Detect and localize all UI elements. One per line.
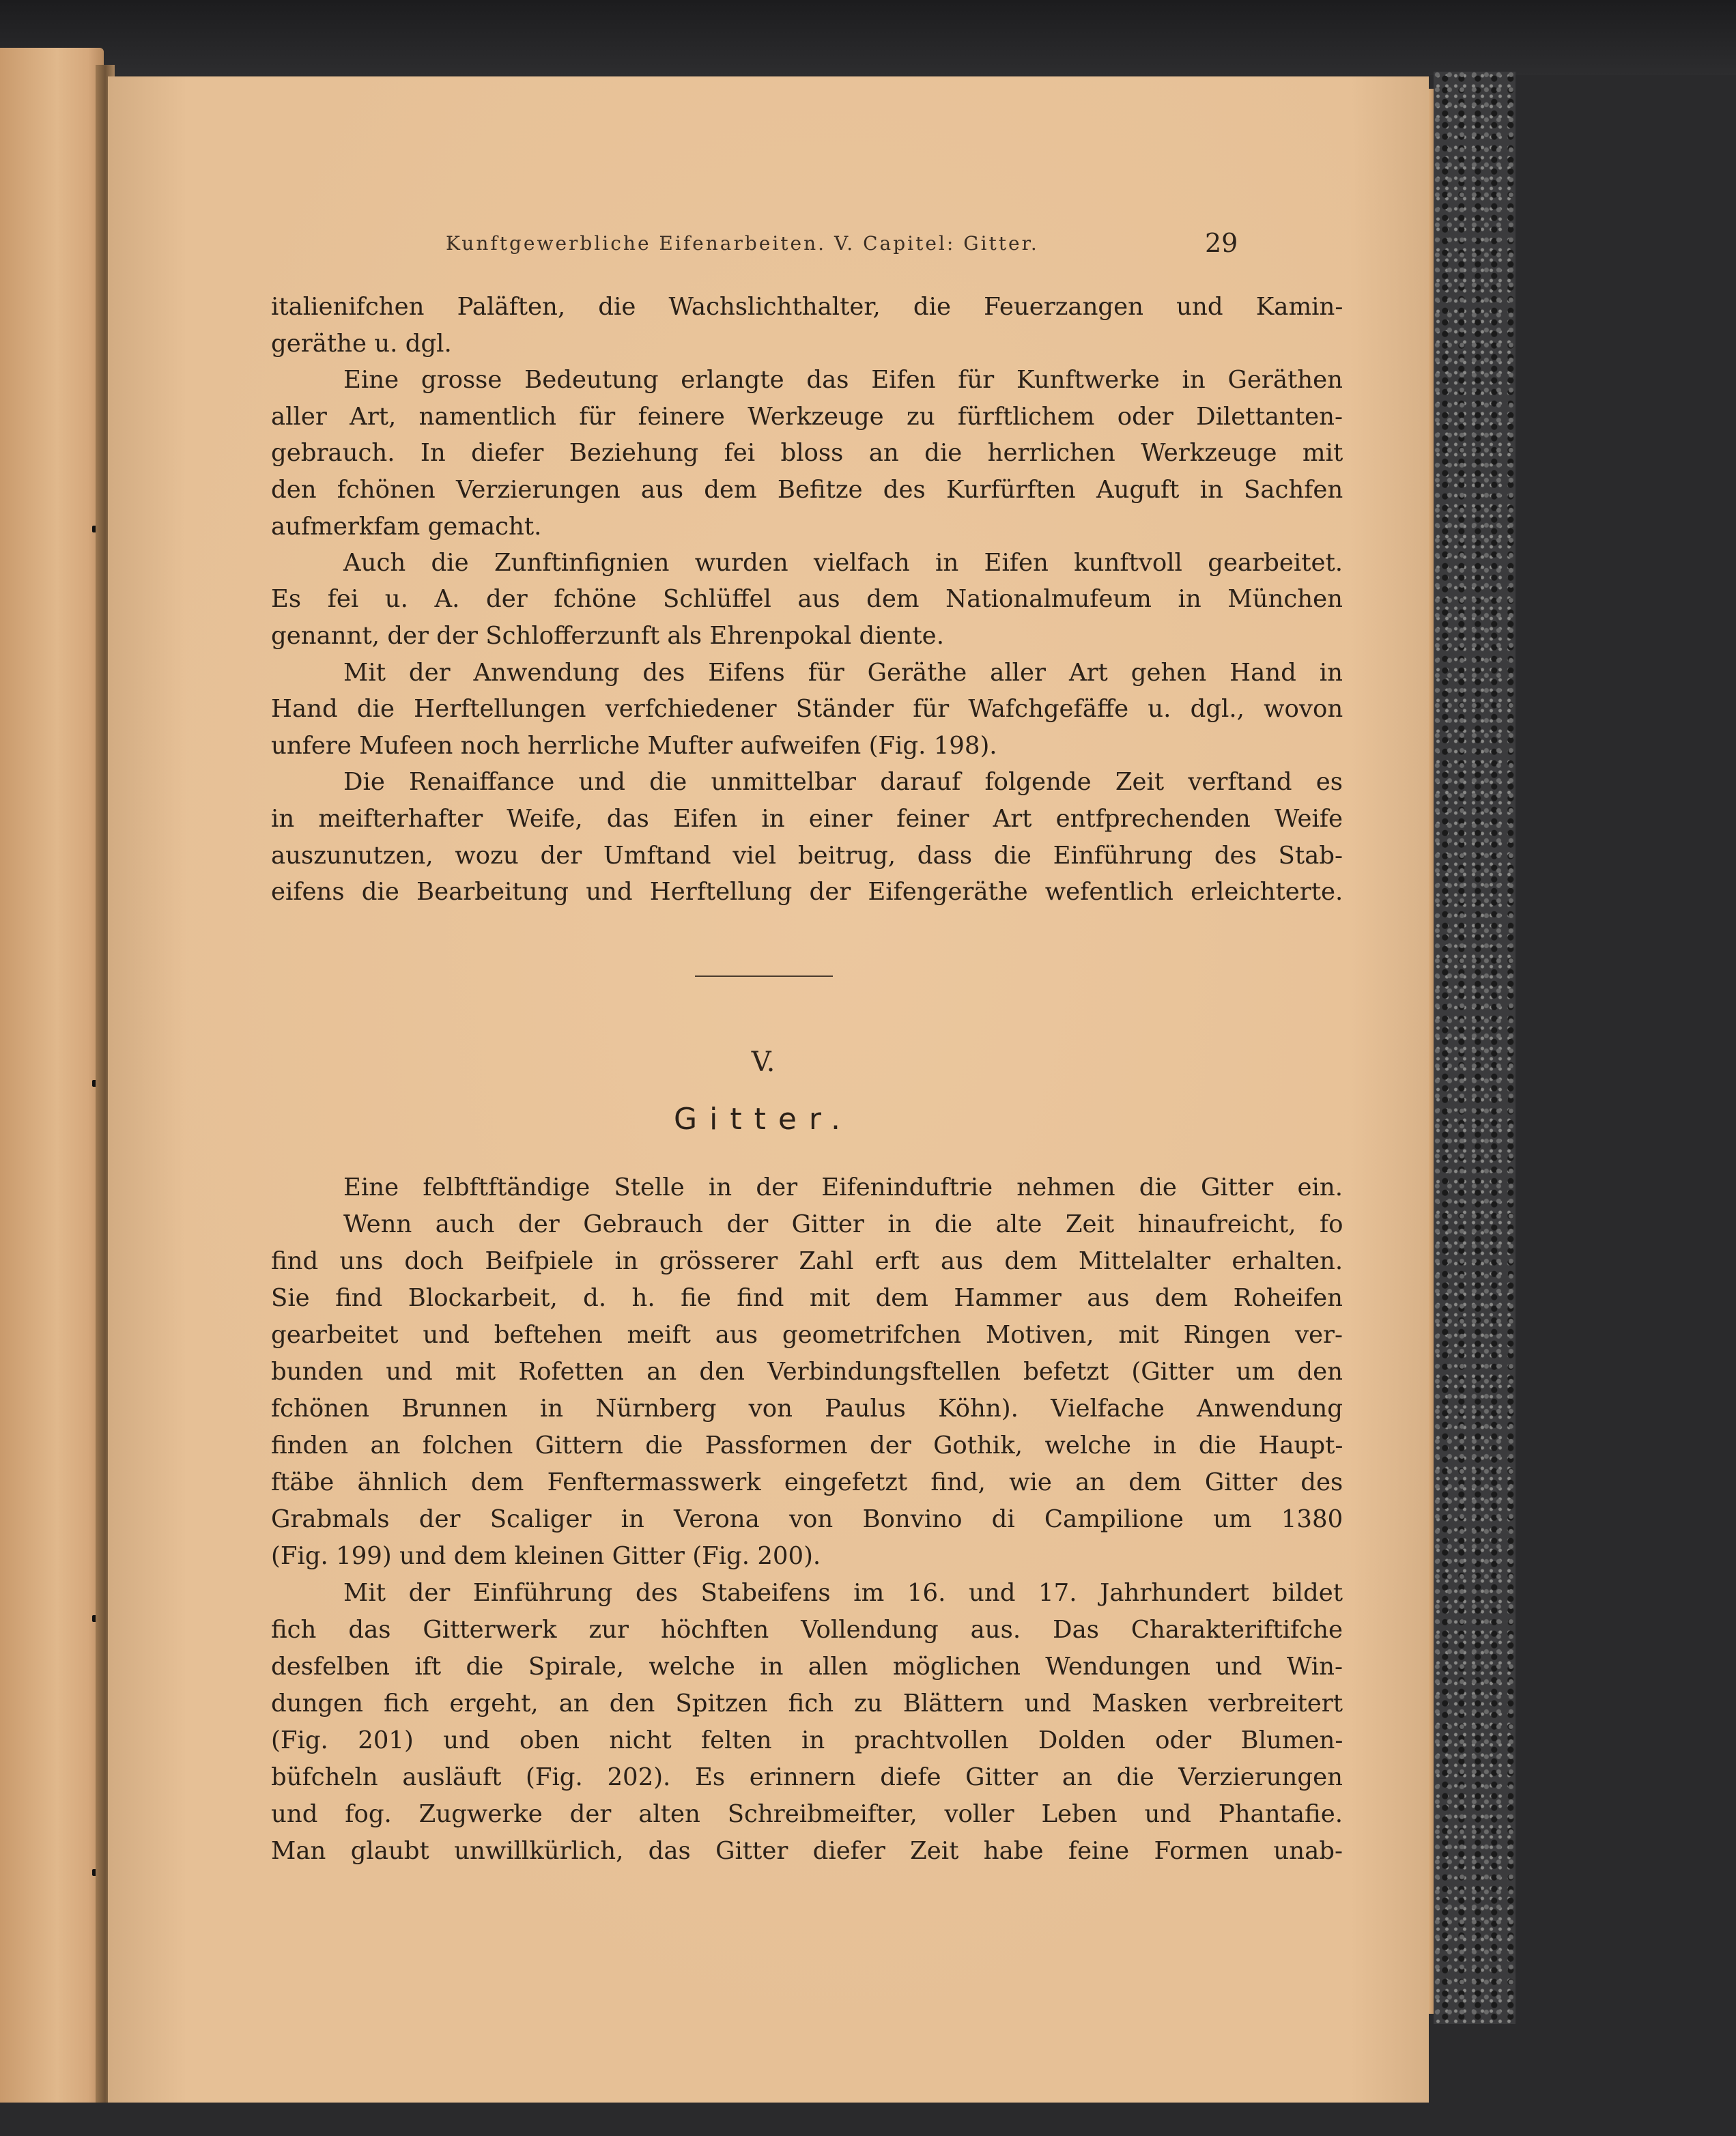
text-line: in meifterhafter Weife, das Eifen in einer feiner Art entfprechenden Weife xyxy=(271,805,1343,833)
book-page xyxy=(108,76,1429,2103)
text-line: Die Renaiffance und die unmittelbar darauf folgende Zeit verftand es xyxy=(343,768,1343,796)
text-line: finden an folchen Gittern die Passformen der Gothik, welche in die Haupt- xyxy=(271,1432,1343,1459)
text-line: Wenn auch der Gebrauch der Gitter in die alte Zeit hinaufreicht, fo xyxy=(343,1210,1343,1238)
text-line: Hand die Herftellungen verfchiedener Ständer für Wafchgefäffe u. dgl., wovon xyxy=(271,695,1343,723)
text-line: fich das Gitterwerk zur höchften Vollendung aus. Das Charakteriftifche xyxy=(271,1616,1343,1644)
text-line: Auch die Zunftinfignien wurden vielfach in Eifen kunftvoll gearbeitet. xyxy=(343,549,1343,577)
text-block-bottom xyxy=(108,76,1429,2103)
marbled-cover xyxy=(1434,72,1516,2024)
chapter-number: V. xyxy=(751,1046,775,1078)
text-line: geräthe u. dgl. xyxy=(271,330,452,358)
text-line: gearbeitet und beftehen meift aus geometrifchen Motiven, mit Ringen ver- xyxy=(271,1321,1343,1349)
text-line: Es fei u. A. der fchöne Schlüffel aus dem Nationalmufeum in München xyxy=(271,585,1343,613)
text-line: (Fig. 199) und dem kleinen Gitter (Fig. 200). xyxy=(271,1542,821,1570)
text-line: eifens die Bearbeitung und Herftellung der Eifengeräthe wefentlich erleichterte. xyxy=(271,878,1343,906)
text-line: Eine grosse Bedeutung erlangte das Eifen für Kunftwerke in Geräthen xyxy=(343,366,1343,394)
text-line: und fog. Zugwerke der alten Schreibmeifter, voller Leben und Phantafie. xyxy=(271,1800,1343,1828)
text-line: Eine felbftftändige Stelle in der Eifeninduftrie nehmen die Gitter ein. xyxy=(343,1173,1343,1201)
text-line: Man glaubt unwillkürlich, das Gitter diefer Zeit habe feine Formen unab- xyxy=(271,1837,1343,1865)
text-line: Mit der Einführung des Stabeifens im 16. und 17. Jahrhundert bildet xyxy=(343,1579,1343,1607)
text-line: auszunutzen, wozu der Umftand viel beitrug, dass die Einführung des Stab- xyxy=(271,842,1343,870)
text-line: den fchönen Verzierungen aus dem Befitze des Kurfürften Auguft in Sachfen xyxy=(271,476,1343,504)
text-line: büfcheln ausläuft (Fig. 202). Es erinnern diefe Gitter an die Verzierungen xyxy=(271,1763,1343,1791)
running-head: Kunftgewerbliche Eifenarbeiten. V. Capitel: Gitter. xyxy=(446,232,1039,255)
text-line: Sie find Blockarbeit, d. h. fie find mit dem Hammer aus dem Roheifen xyxy=(271,1284,1343,1312)
text-line: bunden und mit Rofetten an den Verbindungsftellen befetzt (Gitter um den xyxy=(271,1358,1343,1386)
text-line: genannt, der der Schlofferzunft als Ehrenpokal diente. xyxy=(271,622,944,650)
page-number: 29 xyxy=(1205,228,1238,258)
text-line: Mit der Anwendung des Eifens für Geräthe aller Art gehen Hand in xyxy=(343,659,1343,687)
text-line: aller Art, namentlich für feinere Werkzeuge zu fürftlichem oder Dilettanten- xyxy=(271,403,1343,431)
text-line: dungen fich ergeht, an den Spitzen fich zu Blättern und Masken verbreitert xyxy=(271,1690,1343,1718)
chapter-title: Gitter. xyxy=(674,1102,853,1137)
text-line: find uns doch Beifpiele in grösserer Zahl erft aus dem Mittelalter erhalten. xyxy=(271,1247,1343,1275)
text-line: (Fig. 201) und oben nicht felten in prachtvollen Dolden oder Blumen- xyxy=(271,1726,1343,1754)
text-line: italienifchen Paläften, die Wachslichthalter, die Feuerzangen und Kamin- xyxy=(271,293,1343,321)
text-line: desfelben ift die Spirale, welche in allen möglichen Wendungen und Win- xyxy=(271,1653,1343,1681)
text-line: gebrauch. In diefer Beziehung fei bloss an die herrlichen Werkzeuge mit xyxy=(271,439,1343,467)
text-line: aufmerkfam gemacht. xyxy=(271,513,542,541)
text-line: unfere Mufeen noch herrliche Mufter aufweifen (Fig. 198). xyxy=(271,732,997,760)
scan-background-top xyxy=(0,0,1736,75)
facing-page-edge xyxy=(0,48,104,2103)
text-line: ftäbe ähnlich dem Fenftermasswerk eingefetzt find, wie an dem Gitter des xyxy=(271,1468,1343,1496)
text-line: fchönen Brunnen in Nürnberg von Paulus Köhn). Vielfache Anwendung xyxy=(271,1395,1343,1423)
text-line: Grabmals der Scaliger in Verona von Bonvino di Campilione um 1380 xyxy=(271,1505,1343,1533)
